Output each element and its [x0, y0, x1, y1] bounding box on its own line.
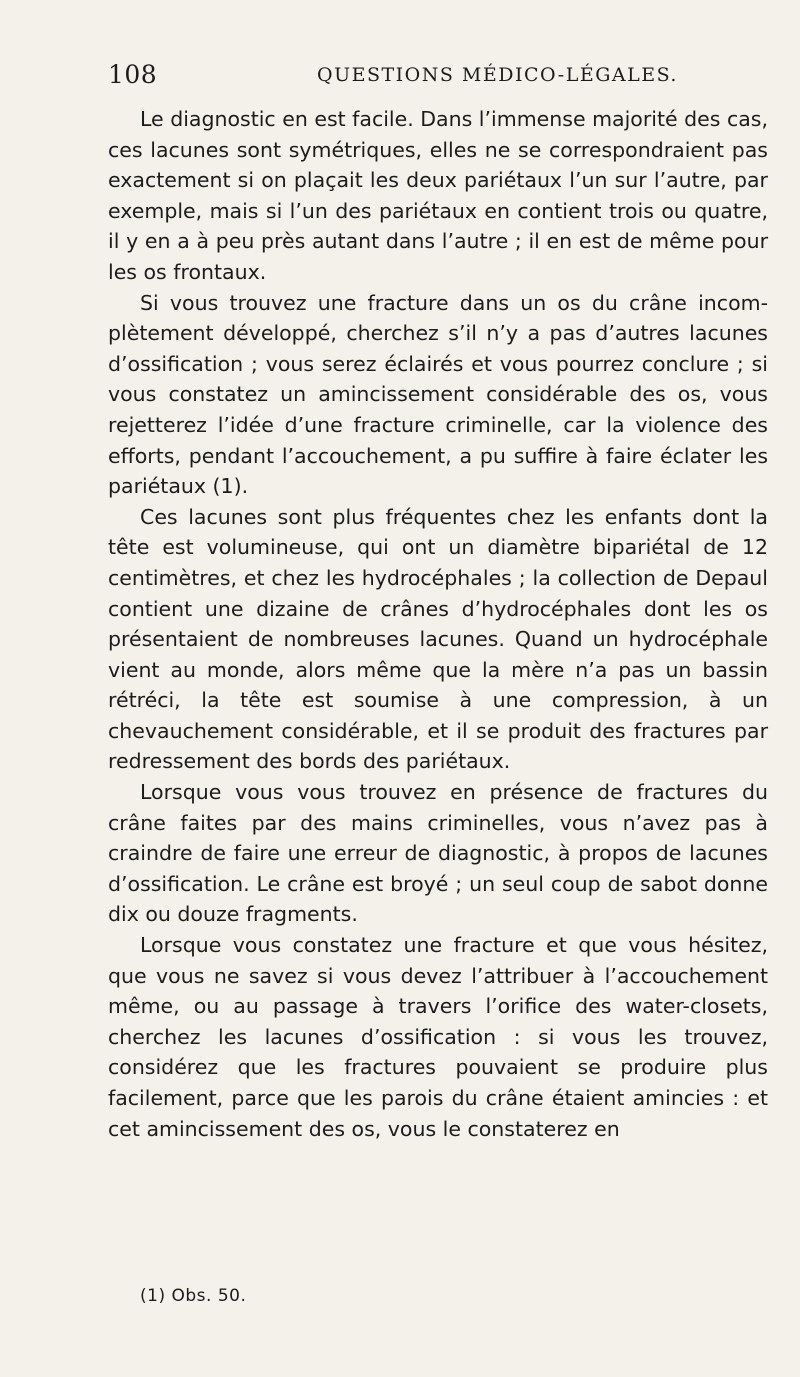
- paragraph: Si vous trouvez une fracture dans un os du crâne incomplètement développé, cherchez s’il n’y a pas d’autres lacunes d’ossification ; vous serez éclairés et vous pourrez conclure ; si vous constatez un amincissement considérable des os, vous rejetterez l’idée d’une fracture criminelle, car la violence des efforts, pendant l’accouchement, a pu suffire à faire éclater les pariétaux (1).: [108, 290, 768, 499]
- body-text: [108, 104, 768, 1144]
- paragraph: Lorsque vous constatez une fracture et que vous hésitez, que vous ne savez si vous devez l’attribuer à l’accouchement même, ou au passage à travers l’orifice des water-closets, cherchez les lacunes d’ossification : si vous les trouvez, considérez que les fractures pouvaient se produire plus facilement, parce que les parois du crâne étaient amincies : et cet amincissement des os, vous le constaterez en: [108, 933, 768, 1141]
- paragraph: Ces lacunes sont plus fréquentes chez les enfants dont la tête est volumineuse, qui ont un diamètre bipariétal de 12 centimètres, et chez les hydrocéphales ; la collection de Depaul contient une dizaine de crânes d’hydrocéphales dont les os présentaient de nombreuses lacunes. Quand un hydrocéphale vient au monde, alors même que la mère n’a pas un bassin rétréci, la tête est soumise à une compression, à un chevauchement considérable, et il se produit des fractures par redressement des bords des pariétaux.: [108, 504, 768, 774]
- paragraph: Lorsque vous vous trouvez en présence de fractures du crâne faites par des mains criminelles, vous n’avez pas à craindre de faire une erreur de diagnostic, à propos de lacunes d’ossification. Le crâne est broyé ; un seul coup de sabot donne dix ou douze fragments.: [108, 780, 768, 927]
- page-number: 108: [108, 60, 158, 89]
- footnote: (1) Obs. 50.: [140, 1286, 247, 1306]
- running-head: QUESTIONS MÉDICO-LÉGALES.: [317, 64, 678, 86]
- page-header: [108, 60, 768, 100]
- paragraph: Le diagnostic en est facile. Dans l’immense majorité des cas, ces lacunes sont symétriques, elles ne se correspondraient pas exactement si on plaçait les deux pariétaux l’un sur l’autre, par exemple, mais si l’un des pariétaux en contient trois ou quatre, il y en a à peu près autant dans l’autre ; il en est de même pour les os frontaux.: [108, 107, 768, 284]
